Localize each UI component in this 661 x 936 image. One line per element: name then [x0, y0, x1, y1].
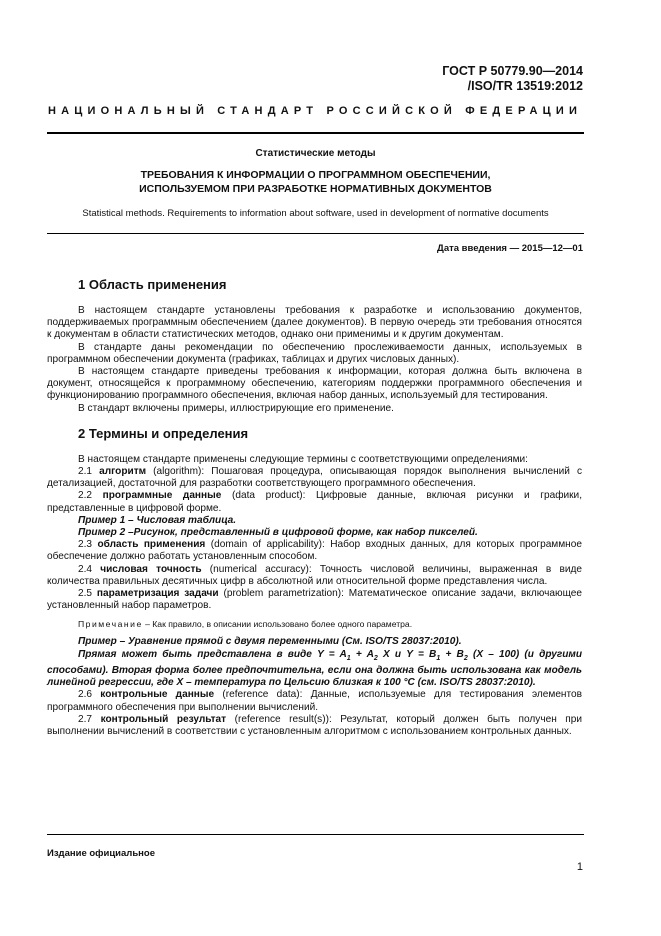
- term-2-2: 2.2 программные данные (data product): Цифровые данные, включая рисунки и графики, представленные в цифровой форме.: [47, 490, 582, 514]
- gost-number: ГОСТ Р 50779.90—2014: [442, 64, 583, 78]
- term-name: алгоритм: [99, 466, 147, 478]
- iso-number: /ISO/TR 13519:2012: [467, 79, 583, 93]
- english-title: Statistical methods. Requirements to information about software, used in development of normative documents: [82, 208, 549, 219]
- term-name: программные данные: [102, 490, 222, 502]
- title-line-2: ИСПОЛЬЗУЕМОМ ПРИ РАЗРАБОТКЕ НОРМАТИВНЫХ ДОКУМЕНТОВ: [139, 182, 492, 195]
- term-2-3: 2.3 область применения (domain of applicability): Набор входных данных, для которых программное обеспечение должно работать установленным способом.: [47, 539, 582, 563]
- note-label: Примечание: [78, 619, 143, 630]
- header-divider: [47, 132, 584, 134]
- section-2-heading: 2 Термины и определения: [78, 425, 249, 441]
- page-number: 1: [576, 861, 583, 873]
- term-name: числовая точность: [100, 563, 202, 575]
- footer-divider: [47, 834, 584, 835]
- standard-designation: [442, 64, 583, 94]
- term-name: область применения: [97, 539, 206, 551]
- title-line-1: ТРЕБОВАНИЯ К ИНФОРМАЦИИ О ПРОГРАММНОМ ОБЕСПЕЧЕНИИ,: [140, 169, 491, 181]
- term-2-7: 2.7 контрольный результат (reference result(s)): Результат, который должен быть получен при выполнении вычислений в соответствии с установленным алгоритмом с использованием контрольных данных.: [47, 713, 583, 737]
- term-2-1: 2.1 алгоритм (algorithm): Пошаговая процедура, описывающая порядок выполнения вычислений с детализацией, достаточной для разработки соответствующего программного обеспечения.: [47, 466, 583, 490]
- document-body: [47, 275, 582, 738]
- introduction-date: Дата введения — 2015—12—01: [437, 243, 583, 254]
- term-2-4: 2.4 числовая точность (numerical accuracy): Точность числовой величины, выраженная в виде количества правильных десятичных цифр в абсолютной или относительной форме представления числа.: [47, 563, 582, 587]
- national-standard-banner: НАЦИОНАЛЬНЫЙ СТАНДАРТ РОССИЙСКОЙ ФЕДЕРАЦИИ: [48, 105, 583, 117]
- term-name: параметризация задачи: [96, 588, 219, 600]
- term-name: контрольные данные: [100, 689, 215, 701]
- term-2-5: 2.5 параметризация задачи (problem parametrization): Математическое описание задачи, включающее установленный набор параметров.: [47, 588, 582, 612]
- term-2-6: 2.6 контрольные данные (reference data): Данные, используемые для тестирования элементов программного обеспечения при выполнении вычислений.: [47, 689, 582, 713]
- official-edition-label: Издание официальное: [47, 848, 155, 859]
- example-2: Пример 2 –Рисунок, представленный в цифровой форме, как набор пикселей.: [78, 527, 478, 539]
- section-1-paragraph: В стандарт включены примеры, иллюстрирующие его применение.: [78, 402, 394, 414]
- example-3: Пример – Уравнение прямой с двумя переменными (См. ISO/TS 28037:2010).: [78, 636, 462, 648]
- section-1-paragraph: В стандарте даны рекомендации по обеспечению прослеживаемости данных, используемых в программном обеспечении документа (графиках, таблицах и других числовых данных).: [47, 341, 582, 365]
- document-subtitle: Статистические методы: [255, 148, 376, 159]
- note: Примечание – Как правило, в описании использовано более одного параметра.: [78, 619, 413, 630]
- example-1: Пример 1 – Числовая таблица.: [78, 514, 236, 526]
- term-name: контрольный результат: [100, 713, 227, 725]
- section-1-paragraph: В настоящем стандарте приведены требования к информации, которая должна быть включена в документ, относящейся к программному обеспечению, категориям поддержки программного обеспечения и функционированию программного обеспечения, включая набор данных, используемый для тестирования.: [47, 366, 582, 402]
- document-title: [47, 169, 584, 196]
- section-1-heading: 1 Область применения: [78, 277, 227, 292]
- section-2-intro: В настоящем стандарте применены следующие термины с соответствующими определениями:: [78, 453, 528, 465]
- example-4: Прямая может быть представлена в виде $Y = A_1 + A_2$ X и $Y = B_1 + B_2$ (X – 100) (и другими способами). Вторая форма более предпочтительна, если она должна быть использована как модель линейной регрессии, где X – температура по Цельсию близкая к 100 °C (см. ISO/TS 28037:2010).: [47, 648, 583, 689]
- title-divider: [47, 233, 584, 234]
- section-1-paragraph: В настоящем стандарте установлены требования к разработке и использованию документов, поддерживаемых программным обеспечением (далее документов). В первую очередь эти требования относятся к документам в области статистических методов, однако они применимы и к другим документам.: [47, 305, 582, 341]
